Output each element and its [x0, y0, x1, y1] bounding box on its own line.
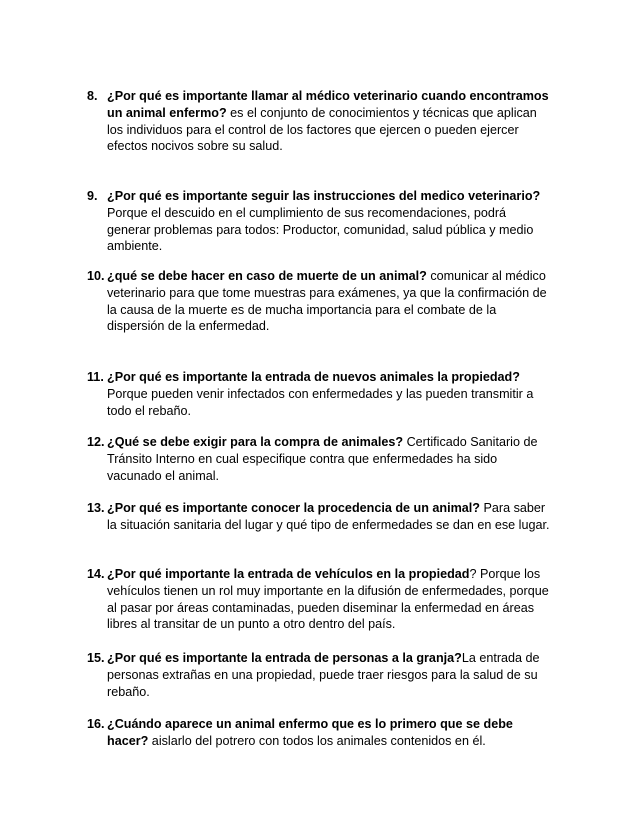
answer-text: La entrada de personas extrañas en una propiedad, puede traer riesgos para la salud de su rebaño.: [107, 651, 540, 699]
question-text: ¿Por qué es importante conocer la procedencia de un animal?: [107, 501, 481, 515]
question-text: ¿Por qué es importante llamar al médico veterinario cuando encontramos un animal enfermo?: [107, 89, 549, 120]
item-number: 10.: [87, 269, 105, 283]
answer-text: Porque pueden venir infectados con enfermedades y las pueden transmitir a todo el rebaño.: [107, 386, 534, 418]
list-item: [87, 566, 550, 633]
item-number: 12.: [87, 435, 105, 449]
answer-text: Porque el descuido en el cumplimiento de sus recomendaciones, podrá generar problemas para todos: Productor, comunidad, salud pública y medio ambiente.: [107, 205, 534, 254]
item-number: 8.: [87, 89, 98, 103]
question-text: ¿qué se debe hacer en caso de muerte de un animal?: [107, 269, 427, 283]
question-text: ¿Por qué es importante seguir las instrucciones del medico veterinario?: [107, 189, 541, 203]
answer-text: Para saber la situación sanitaria del lugar y qué tipo de enfermedades se dan en ese lugar.: [107, 501, 550, 532]
answer-text: es el conjunto de conocimientos y técnicas que aplican los individuos para el control de los factores que ejercen o pueden ejercer efectos nocivos sobre su salud.: [107, 105, 537, 154]
item-number: 16.: [87, 717, 105, 731]
item-number: 13.: [87, 501, 105, 515]
list-item: [87, 434, 550, 484]
answer-text: comunicar al médico veterinario para que tome muestras para exámenes, ya que la confirmación de la causa de la muerte es de mucha importancia para el combate de la dispersión de la enfermedad.: [107, 269, 547, 334]
list-item: [87, 500, 550, 534]
item-number: 15.: [87, 651, 105, 665]
list-item: [87, 88, 550, 155]
answer-text: Certificado Sanitario de Tránsito Interno en cual especifique contra que enfermedades ha sido vacunado el animal.: [107, 435, 538, 483]
list-item: [87, 188, 550, 255]
list-item: [87, 650, 550, 700]
list-item: [87, 716, 550, 750]
question-text: ¿Qué se debe exigir para la compra de animales?: [107, 435, 404, 449]
list-item: [87, 369, 550, 419]
question-text: ¿Por qué es importante la entrada de nuevos animales la propiedad?: [107, 370, 520, 384]
question-text: ¿Cuándo aparece un animal enfermo que es lo primero que se debe hacer?: [107, 717, 513, 748]
answer-text: aislarlo del potrero con todos los animales contenidos en él.: [148, 733, 486, 748]
answer-text: ? Porque los vehículos tienen un rol muy importante en la difusión de enfermedades, porque al pasar por áreas contaminadas, pueden diseminar la enfermedad en áreas libres al transitar de un punto a otro dentro del país.: [107, 567, 549, 632]
item-number: 14.: [87, 567, 105, 581]
item-number: 9.: [87, 189, 98, 203]
question-text: ¿Por qué importante la entrada de vehículos en la propiedad: [107, 567, 470, 581]
list-item: [87, 268, 550, 335]
question-text: ¿Por qué es importante la entrada de personas a la granja?: [107, 651, 462, 665]
item-number: 11.: [87, 370, 104, 384]
